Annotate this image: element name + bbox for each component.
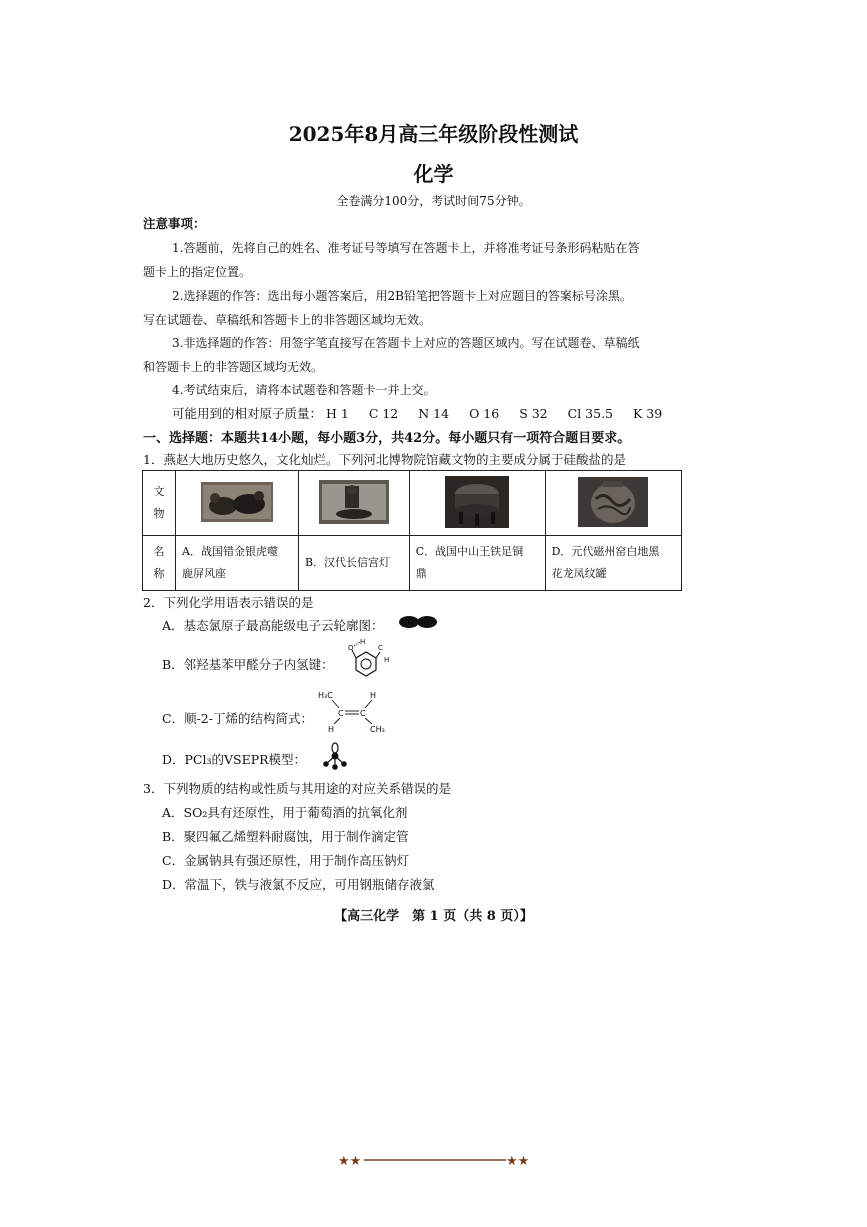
star-icon: ★★ bbox=[506, 1154, 530, 1169]
mass-s: S 32 bbox=[519, 406, 548, 421]
decorative-divider bbox=[338, 1150, 532, 1170]
struct-h-bottom-label: H bbox=[328, 725, 335, 734]
exam-subject: 化学 bbox=[413, 162, 454, 186]
struct-h-label: H bbox=[360, 638, 366, 646]
q2-option-c[interactable]: C．顺-2-丁烯的结构简式： bbox=[162, 711, 313, 726]
artifact-image-a bbox=[176, 471, 299, 536]
option-a-line-2: 鹿屏风座 bbox=[182, 567, 226, 580]
row-header-char: 名 bbox=[153, 545, 165, 558]
mass-cl: Cl 35.5 bbox=[567, 406, 613, 421]
q3-option-a[interactable]: A．SO₂具有还原性，用于葡萄酒的抗氧化剂 bbox=[162, 805, 408, 820]
notice-line-5: 3.非选择题的作答：用签字笔直接写在答题卡上对应的答题区域内。写在试题卷、草稿纸 bbox=[172, 336, 640, 350]
vsepr-model-icon bbox=[322, 742, 348, 770]
q2-option-d[interactable]: D．PCl₃的VSEPR模型： bbox=[162, 752, 307, 767]
mass-h: H 1 bbox=[326, 406, 349, 421]
q1-option-c[interactable] bbox=[409, 536, 545, 591]
q3-option-d[interactable]: D．常温下，铁与液氯不反应，可用钢瓶储存液氯 bbox=[162, 877, 435, 892]
artifact-image-d bbox=[545, 471, 681, 536]
option-b-line-1: B．汉代长信宫灯 bbox=[304, 556, 391, 569]
mass-k: K 39 bbox=[632, 406, 663, 421]
struct-h3c-label: H₃C bbox=[318, 691, 333, 700]
exam-title: 2025年8月高三年级阶段性测试 bbox=[288, 122, 579, 146]
artifact-image-b bbox=[298, 471, 409, 536]
tripod-photo bbox=[445, 476, 509, 528]
struct-o-label: O bbox=[348, 644, 354, 652]
atomic-masses bbox=[172, 404, 678, 422]
q2-option-b[interactable]: B．邻羟基苯甲醛分子内氢键： bbox=[162, 657, 334, 672]
q1-option-b[interactable] bbox=[298, 536, 409, 591]
option-c-line-2: 鼎 bbox=[415, 567, 427, 580]
q2-option-a[interactable]: A．基态氯原子最高能级电子云轮廓图： bbox=[162, 618, 384, 633]
row-header-artifact bbox=[143, 471, 176, 536]
notice-heading: 注意事项： bbox=[143, 216, 206, 231]
lamp-photo bbox=[319, 480, 389, 524]
option-d-line-1: D．元代磁州窑白地黑 bbox=[551, 545, 660, 558]
section-heading: 一、选择题：本题共14小题，每小题3分，共42分。每小题只有一项符合题目要求。 bbox=[143, 431, 631, 446]
notice-line-6: 和答题卡上的非答题区域均无效。 bbox=[143, 360, 324, 374]
artifact-image-c bbox=[409, 471, 545, 536]
q3-option-b[interactable]: B．聚四氟乙烯塑料耐腐蚀，用于制作滴定管 bbox=[162, 829, 409, 844]
struct-c1-label: C bbox=[338, 709, 344, 718]
notice-line-4: 写在试题卷、草稿纸和答题卡上的非答题区域均无效。 bbox=[143, 313, 432, 327]
p-orbital-icon bbox=[398, 614, 438, 630]
q1-stem: 1．燕赵大地历史悠久，文化灿烂。下列河北博物院馆藏文物的主要成分属于硅酸盐的是 bbox=[143, 452, 626, 467]
notice-line-7: 4.考试结束后，请将本试题卷和答题卡一并上交。 bbox=[172, 383, 436, 397]
row-header-char: 文 bbox=[153, 485, 165, 498]
row-header-char: 称 bbox=[153, 567, 165, 580]
notice-line-2: 题卡上的指定位置。 bbox=[143, 265, 252, 279]
option-d-line-2: 花龙凤纹罐 bbox=[551, 567, 607, 580]
mass-n: N 14 bbox=[418, 406, 450, 421]
row-header-char: 物 bbox=[153, 507, 165, 520]
struct-h-top-label: H bbox=[370, 691, 377, 700]
option-c-line-1: C．战国中山王铁足铜 bbox=[415, 545, 524, 558]
q1-artifact-table bbox=[142, 470, 682, 591]
score-line: 全卷满分100分，考试时间75分钟。 bbox=[336, 194, 531, 208]
q2-stem: 2．下列化学用语表示错误的是 bbox=[143, 595, 314, 610]
tiger-screen-photo bbox=[201, 482, 273, 522]
mass-o: O 16 bbox=[469, 406, 500, 421]
q3-option-c[interactable]: C．金属钠具有强还原性，用于制作高压钠灯 bbox=[162, 853, 410, 868]
q1-option-d[interactable] bbox=[545, 536, 681, 591]
mass-c: C 12 bbox=[368, 406, 399, 421]
masses-label: 可能用到的相对原子质量： bbox=[172, 406, 323, 421]
struct-ch3-label: CH₃ bbox=[370, 725, 385, 734]
struct-h2-label: H bbox=[384, 656, 390, 664]
notice-line-3: 2.选择题的作答：选出每小题答案后，用2B铅笔把答题卡上对应题目的答案标号涂黑。 bbox=[172, 289, 632, 303]
star-icon: ★★ bbox=[338, 1154, 362, 1169]
q1-option-a[interactable] bbox=[176, 536, 299, 591]
struct-c-label: C bbox=[378, 644, 383, 652]
q3-stem: 3．下列物质的结构或性质与其用途的对应关系错误的是 bbox=[143, 781, 451, 796]
struct-c2-label: C bbox=[360, 709, 366, 718]
notice-line-1: 1.答题前，先将自己的姓名、准考证号等填写在答题卡上，并将准考证号条形码粘贴在答 bbox=[172, 241, 640, 255]
option-a-line-1: A．战国错金银虎噬 bbox=[182, 545, 278, 558]
jar-photo bbox=[578, 477, 648, 527]
hydrogen-bond-structure-icon bbox=[342, 636, 392, 686]
cis-butene-structure-icon bbox=[314, 688, 394, 736]
page-footer: 【高三化学 第 1 页（共 8 页）】 bbox=[334, 909, 533, 924]
row-header-name bbox=[143, 536, 176, 591]
